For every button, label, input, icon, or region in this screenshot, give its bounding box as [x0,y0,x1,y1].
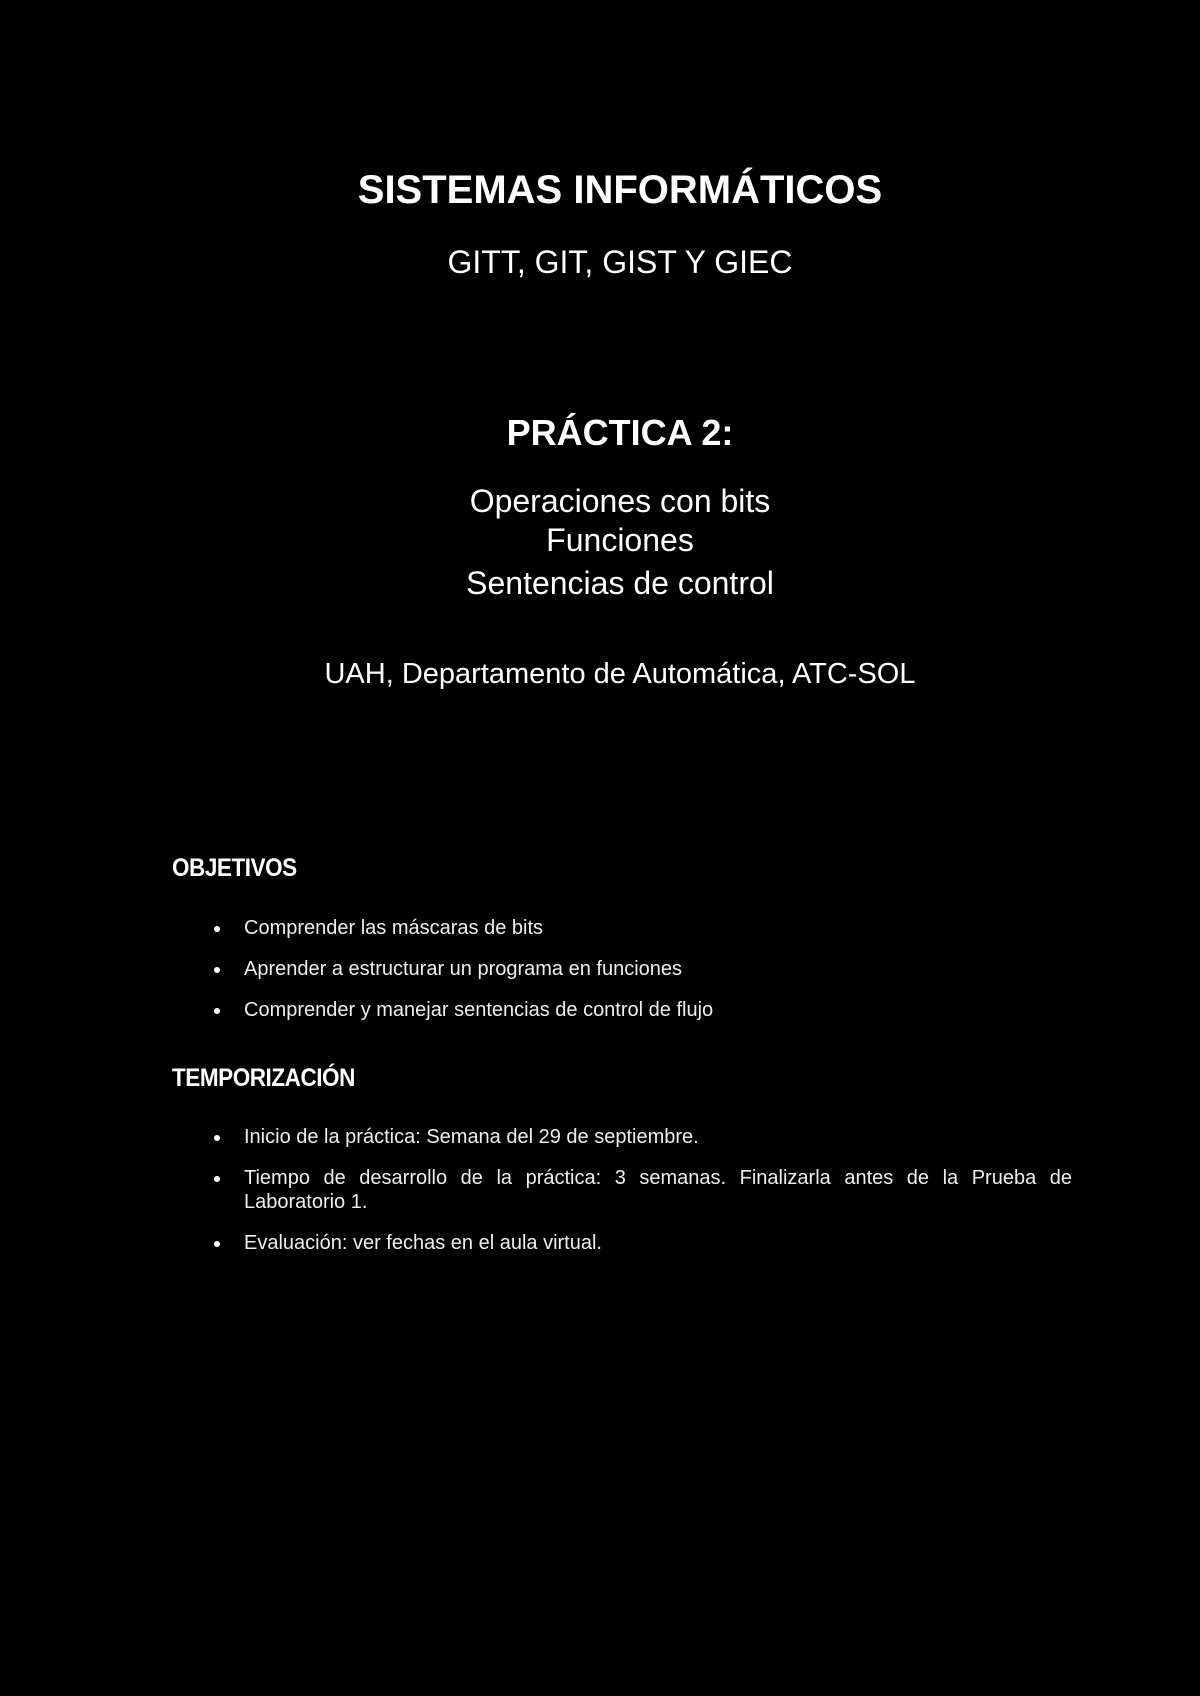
objectives-heading: OBJETIVOS [172,854,297,882]
list-item: Inicio de la práctica: Semana del 29 de septiembre. [172,1125,1072,1149]
list-item: Comprender y manejar sentencias de control de flujo [172,998,1072,1022]
topic-2: Funciones [546,522,694,558]
list-item: Evaluación: ver fechas en el aula virtual. [172,1231,1072,1255]
list-item: Tiempo de desarrollo de la práctica: 3 semanas. Finalizarla antes de la Prueba de Laboratorio 1. [172,1166,1072,1214]
topic-3: Sentencias de control [466,565,774,601]
document-title: SISTEMAS INFORMÁTICOS [357,168,883,212]
list-item: Aprender a estructurar un programa en funciones [172,957,1072,981]
degrees-subtitle: GITT, GIT, GIST Y GIEC [447,244,793,280]
practice-title: PRÁCTICA 2: [506,412,734,453]
topic-1: Operaciones con bits [469,483,771,519]
department: UAH, Departamento de Automática, ATC-SOL [324,658,916,690]
list-item: Comprender las máscaras de bits [172,916,1072,940]
timing-heading: TEMPORIZACIÓN [172,1064,355,1092]
timing-list [172,1125,1072,1272]
objectives-list [172,916,1072,1039]
